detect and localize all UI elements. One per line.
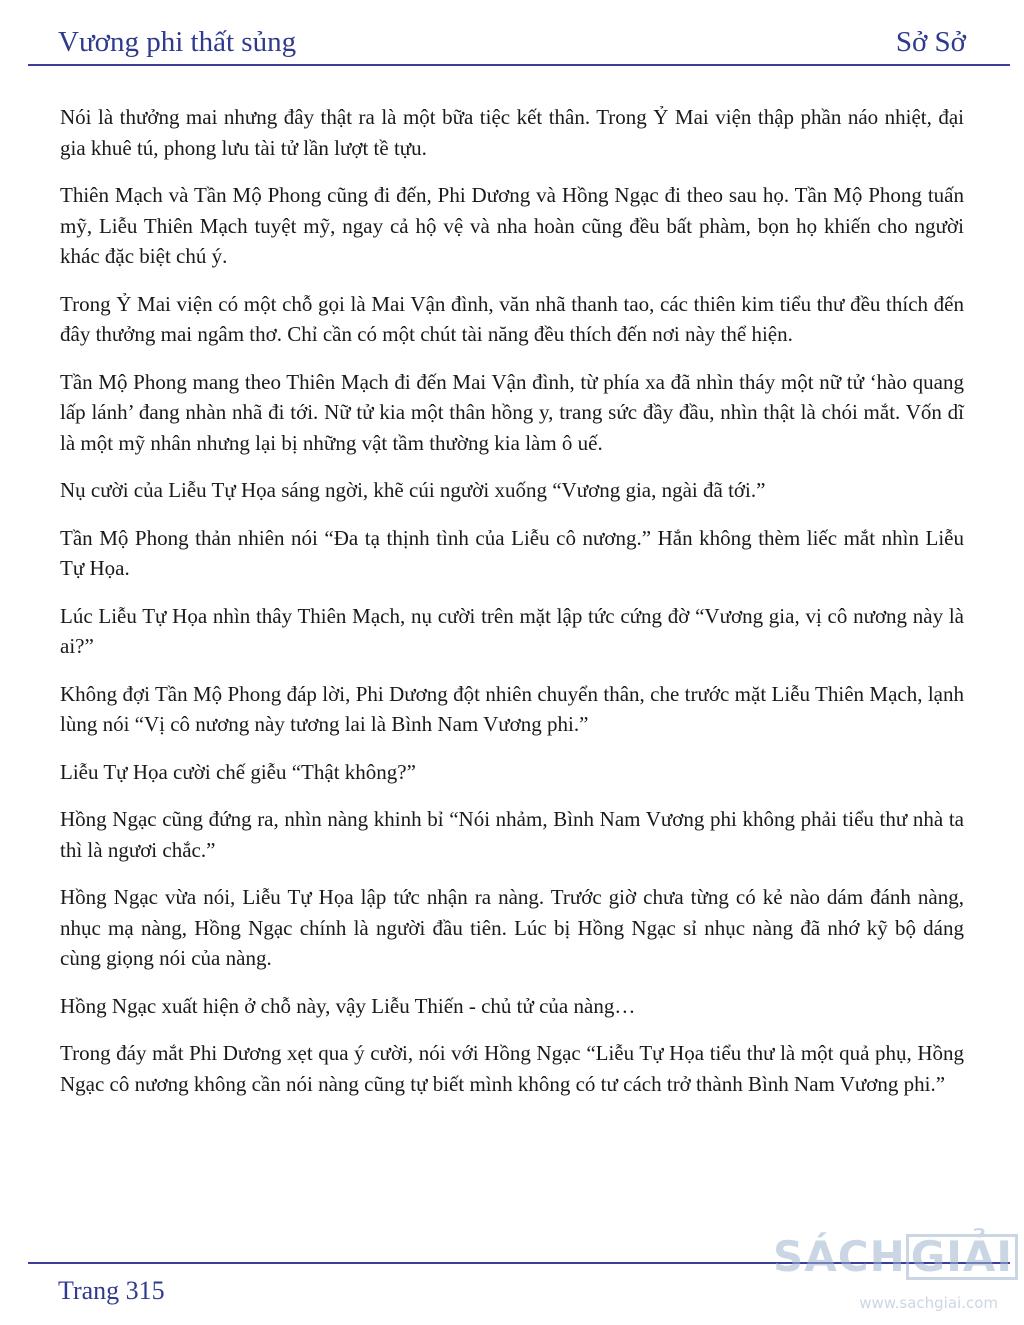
paragraph: Hồng Ngạc cũng đứng ra, nhìn nàng khinh bỉ “Nói nhảm, Bình Nam Vương phi không phải tiểu thư nhà ta thì là ngươi chắc.” — [60, 807, 964, 862]
sachgiai-watermark — [773, 1222, 1018, 1320]
header-divider — [28, 64, 1010, 66]
paragraph: Trong đáy mắt Phi Dương xẹt qua ý cười, nói với Hồng Ngạc “Liễu Tự Họa tiểu thư là một quả phụ, Hồng Ngạc cô nương không cần nói nàng cũng tự biết mình không có tư cách trở thành Bình Nam Vương phi.” — [60, 1041, 964, 1096]
paragraph: Hồng Ngạc vừa nói, Liễu Tự Họa lập tức nhận ra nàng. Trước giờ chưa từng có kẻ nào dám đánh nàng, nhục mạ nàng, Hồng Ngạc chính là người đầu tiên. Lúc bị Hồng Ngạc sỉ nhục nàng đã nhớ kỹ bộ dáng cùng giọng nói của nàng. — [60, 885, 964, 970]
paragraph: Nói là thưởng mai nhưng đây thật ra là một bữa tiệc kết thân. Trong Ỷ Mai viện thập phần náo nhiệt, đại gia khuê tú, phong lưu tài tử lần lượt tề tựu. — [60, 105, 964, 160]
book-title: Vương phi thất sủng — [58, 26, 297, 58]
author-name: Sở Sở — [895, 26, 966, 58]
watermark-url: www.sachgiai.com — [859, 1294, 998, 1312]
watermark-logo — [773, 1234, 1018, 1280]
paragraph: Tần Mộ Phong thản nhiên nói “Đa tạ thịnh tình của Liễu cô nương.” Hắn không thèm liếc mắt nhìn Liễu Tự Họa. — [60, 525, 964, 580]
paragraph: Không đợi Tần Mộ Phong đáp lời, Phi Dương đột nhiên chuyển thân, che trước mặt Liễu Thiên Mạch, lạnh lùng nói “Vị cô nương này tương lai là Bình Nam Vương phi.” — [60, 681, 964, 736]
paragraph: Liễu Tự Họa cười chế giễu “Thật không?” — [60, 759, 416, 784]
paragraph: Nụ cười của Liễu Tự Họa sáng ngời, khẽ cúi người xuống “Vương gia, ngài đã tới.” — [60, 478, 766, 502]
paragraph: Lúc Liễu Tự Họa nhìn thây Thiên Mạch, nụ cười trên mặt lập tức cứng đờ “Vương gia, vị cô nương này là ai?” — [60, 603, 964, 658]
watermark-logo-left: SÁCH — [773, 1232, 906, 1281]
paragraph: Hồng Ngạc xuất hiện ở chỗ này, vậy Liễu Thiến - chủ tử của nàng… — [60, 993, 636, 1018]
page-header — [0, 0, 1024, 70]
paragraph: Thiên Mạch và Tần Mộ Phong cũng đi đến, Phi Dương và Hồng Ngạc đi theo sau họ. Tần Mộ Phong tuấn mỹ, Liễu Thiên Mạch tuyệt mỹ, ngay cả hộ vệ và nha hoàn cũng đều bất phàm, bọn họ khiến cho người khác đặc biệt chú ý. — [60, 183, 964, 268]
paragraph: Trong Ỷ Mai viện có một chỗ gọi là Mai Vận đình, văn nhã thanh tao, các thiên kim tiểu thư đều thích đến đây thưởng mai ngâm thơ. Chỉ cần có một chút tài năng đều thích đến nơi này thể hiện. — [60, 291, 964, 346]
page-body — [60, 102, 964, 1116]
page-number: Trang 315 — [58, 1276, 165, 1305]
paragraph: Tần Mộ Phong mang theo Thiên Mạch đi đến Mai Vận đình, từ phía xa đã nhìn tháy một nữ tử ‘hào quang lấp lánh’ đang nhàn nhã đi tới. Nữ tử kia một thân hồng y, trang sức đầy đầu, nhìn thật là chói mắt. Vốn dĩ là một mỹ nhân nhưng lại bị những vật tầm thường kia làm ô uế. — [60, 369, 964, 455]
watermark-logo-boxed: GIẢI — [906, 1234, 1018, 1280]
